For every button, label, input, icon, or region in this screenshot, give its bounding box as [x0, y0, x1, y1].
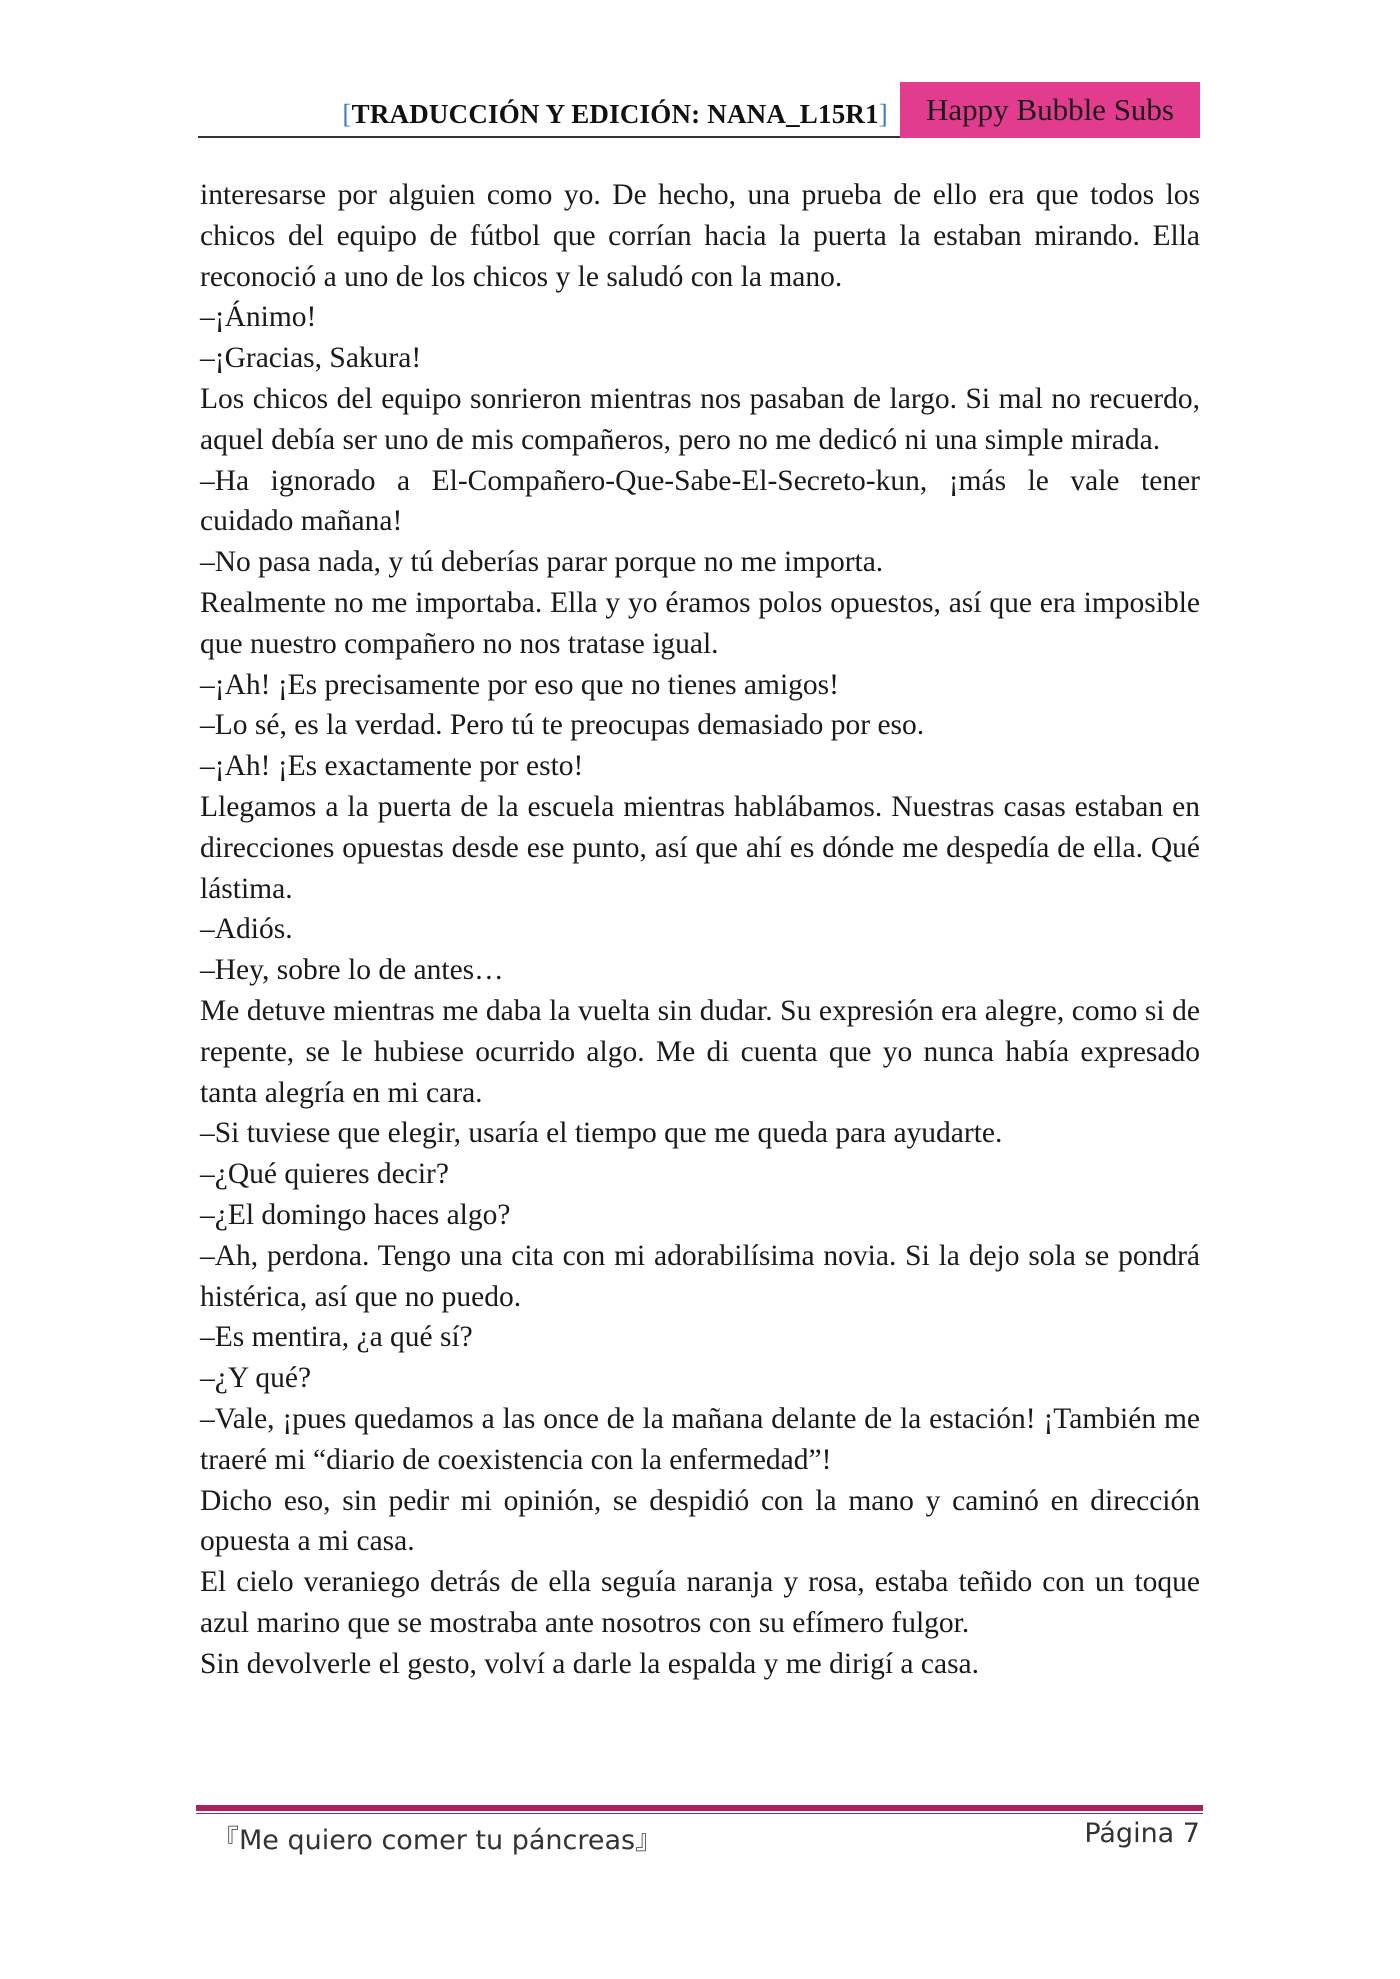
- body-paragraph: –Ha ignorado a El-Compañero-Que-Sabe-El-Secreto-kun, ¡más le vale tener cuidado mañana!: [200, 464, 1200, 538]
- header-bracket-close: ]: [878, 99, 888, 129]
- body-paragraph: –¿El domingo haces algo?: [200, 1198, 511, 1231]
- body-paragraph: Los chicos del equipo sonrieron mientras nos pasaban de largo. Si mal no recuerdo, aquel debía ser uno de mis compañeros, pero no me dedicó ni una simple mirada.: [200, 382, 1200, 456]
- body-paragraph: Sin devolverle el gesto, volví a darle la espalda y me dirigí a casa.: [200, 1647, 980, 1680]
- footer-book-title: 『Me quiero comer tu páncreas』: [212, 1825, 663, 1856]
- body-paragraph: –¡Ánimo!: [200, 301, 317, 334]
- header-title-text: TRADUCCIÓN Y EDICIÓN: NANA_L15R1: [351, 99, 879, 129]
- body-paragraph: –Ah, perdona. Tengo una cita con mi adorabilísima novia. Si la dejo sola se pondrá histérica, así que no puedo.: [200, 1239, 1200, 1313]
- body-paragraph: –Vale, ¡pues quedamos a las once de la mañana delante de la estación! ¡También me traeré mi “diario de coexistencia con la enfermedad”!: [200, 1402, 1200, 1476]
- body-paragraph: –Es mentira, ¿a qué sí?: [200, 1321, 473, 1354]
- body-paragraph: –¡Gracias, Sakura!: [200, 342, 422, 375]
- page-body: [200, 175, 1200, 1684]
- body-paragraph: –¡Ah! ¡Es exactamente por esto!: [200, 750, 584, 783]
- footer-rule-thin: [196, 1813, 1203, 1814]
- header-badge: Happy Bubble Subs: [900, 82, 1200, 138]
- body-paragraph: –Hey, sobre lo de antes…: [200, 954, 504, 987]
- body-paragraph: Llegamos a la puerta de la escuela mientras hablábamos. Nuestras casas estaban en direcciones opuestas desde ese punto, así que ahí es dónde me despedía de ella. Qué lástima.: [200, 790, 1200, 905]
- footer-page-number: Página 7: [1084, 1818, 1200, 1849]
- body-paragraph: –Lo sé, es la verdad. Pero tú te preocupas demasiado por eso.: [200, 709, 925, 742]
- footer-rule: [196, 1805, 1203, 1811]
- page-header: [198, 82, 1200, 138]
- body-paragraph: interesarse por alguien como yo. De hecho, una prueba de ello era que todos los chicos del equipo de fútbol que corrían hacia la puerta la estaban mirando. Ella reconoció a uno de los chicos y le saludó con la mano.: [200, 179, 1200, 293]
- body-paragraph: –No pasa nada, y tú deberías parar porque no me importa.: [200, 546, 884, 579]
- header-rule: [198, 136, 900, 138]
- body-paragraph: –Si tuviese que elegir, usaría el tiempo que me queda para ayudarte.: [200, 1117, 1003, 1150]
- body-paragraph: Dicho eso, sin pedir mi opinión, se despidió con la mano y caminó en dirección opuesta a mi casa.: [200, 1484, 1200, 1558]
- body-paragraph: –Adiós.: [200, 913, 293, 946]
- body-paragraph: –¿Qué quieres decir?: [200, 1158, 449, 1191]
- body-paragraph: Realmente no me importaba. Ella y yo éramos polos opuestos, así que era imposible que nuestro compañero no nos tratase igual.: [200, 586, 1200, 660]
- body-paragraph: –¿Y qué?: [200, 1362, 312, 1395]
- body-paragraph: Me detuve mientras me daba la vuelta sin dudar. Su expresión era alegre, como si de repente, se le hubiese ocurrido algo. Me di cuenta que yo nunca había expresado tanta alegría en mi cara.: [200, 994, 1200, 1109]
- body-paragraph: El cielo veraniego detrás de ella seguía naranja y rosa, estaba teñido con un toque azul marino que se mostraba ante nosotros con su efímero fulgor.: [200, 1566, 1200, 1639]
- header-title: [342, 99, 888, 130]
- header-bracket-open: [: [342, 99, 352, 129]
- body-paragraph: –¡Ah! ¡Es precisamente por eso que no tienes amigos!: [200, 668, 839, 701]
